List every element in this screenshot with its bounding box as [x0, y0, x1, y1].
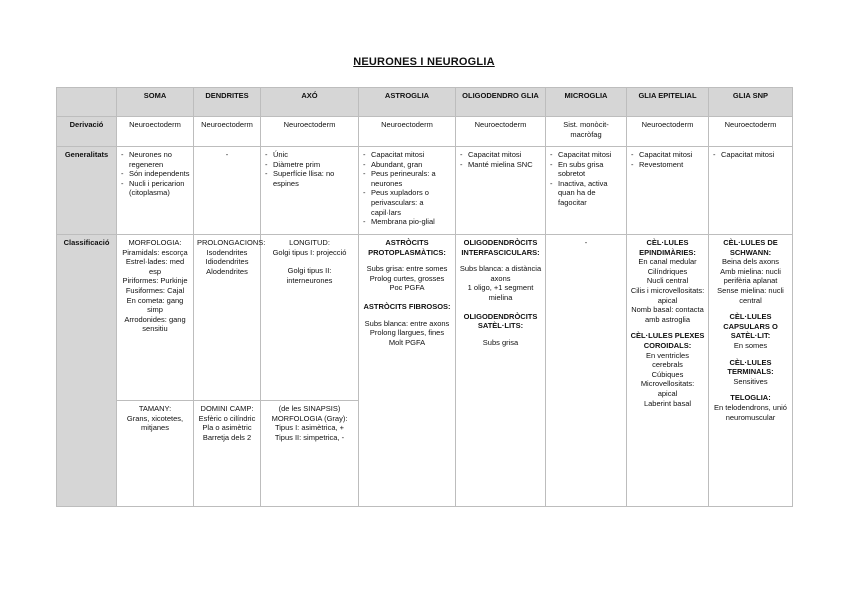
- header-corner: [57, 88, 117, 117]
- text-line: Estrel·lades: med esp: [125, 257, 185, 276]
- cell-generalitats-axo: [261, 147, 359, 235]
- cell-generalitats-astroglia: [359, 147, 456, 235]
- cell-classif-microglia: -: [546, 235, 627, 507]
- cell-classif-glia-epitelial: [627, 235, 709, 507]
- list-item: - Abundant, gran: [362, 160, 452, 170]
- text-line: DOMINI CAMP:: [200, 404, 254, 413]
- text-line: Molt PGFA: [388, 337, 426, 347]
- cell-classif-dendrites-domini: [194, 401, 261, 507]
- cell-generalitats-glia-snp: [709, 147, 793, 235]
- row-header-generalitats: Generalitats: [57, 147, 117, 235]
- text-line: MORFOLOGIA (Gray):: [271, 413, 348, 423]
- col-header-oligodendroglia: OLIGODENDRO GLIA: [456, 88, 546, 117]
- text-line: Alodendrites: [206, 266, 248, 276]
- cell-generalitats-glia-epitelial: [627, 147, 709, 235]
- text-line: Prolong llargues, fines: [369, 328, 445, 338]
- spacer: [712, 351, 789, 358]
- subheading: OLIGODENDRÒCITS SATÈL·LITS:: [463, 311, 538, 331]
- list-item: - Neurones no regeneren: [120, 150, 190, 169]
- text-line: Subs grisa: entre somes: [366, 264, 448, 274]
- text-line: Barretja dels 2: [202, 432, 252, 442]
- cell-derivacio-microglia: Sist. monòcit-macròfag: [546, 117, 627, 147]
- subheading: CÈL·LULES EPINDIMÀRIES:: [639, 238, 696, 257]
- text-line: Subs grisa: [482, 337, 519, 347]
- list-item: - En subs grisa sobretot: [549, 160, 623, 179]
- list-item: - Únic: [264, 150, 355, 160]
- subheading: CÈL·LULES CAPSULARS O SATÈL·LIT:: [723, 312, 778, 341]
- list-item: - Inactiva, activa quan ha de fagocitar: [549, 179, 623, 208]
- list-item: - Superfície llisa: no espines: [264, 169, 355, 188]
- col-header-soma: SOMA: [117, 88, 194, 117]
- text-line: Pla o asimètric: [202, 423, 252, 433]
- spacer: [712, 386, 789, 393]
- text-line: En telodendrons, unió neuromuscular: [714, 402, 787, 422]
- cell-classif-dendrites-prolongacions: [194, 235, 266, 401]
- text-line: Tipus II: simpetrica, -: [274, 432, 345, 442]
- page-title: NEURONES I NEUROGLIA: [353, 56, 495, 68]
- text-line: En ventricles cerebrals: [646, 350, 689, 370]
- col-header-astroglia: ASTROGLIA: [359, 88, 456, 117]
- text-line: TAMANY:: [138, 404, 172, 413]
- list-item: - Diàmetre prim: [264, 160, 355, 170]
- subheading: OLIGODENDRÒCITS INTERFASCICULARS:: [461, 238, 540, 257]
- text-line: Beina dels axons: [721, 257, 780, 267]
- col-header-glia-epitelial: GLIA EPITELIAL: [627, 88, 709, 117]
- text-line: 1 oligo, +1 segment mielina: [467, 283, 534, 302]
- col-header-dendrites: DENDRITES: [194, 88, 261, 117]
- list-item: - Capacitat mitosi: [362, 150, 452, 160]
- text-line: Microvellositats: apical: [640, 379, 695, 398]
- text-line: En cometa: gang simp: [126, 295, 184, 315]
- spacer: [362, 293, 452, 302]
- cell-classif-axo-longitud: [261, 235, 359, 401]
- text-line: PROLONGACIONS:: [197, 238, 266, 247]
- cell-derivacio-soma: Neuroectoderm: [117, 117, 194, 147]
- text-line: Cilíndriques: [647, 266, 688, 276]
- list-item: - Capacitat mitosi: [712, 150, 789, 160]
- text-line: Golgi tipus I: projecció: [272, 247, 347, 257]
- cell-derivacio-glia-snp: Neuroectoderm: [709, 117, 793, 147]
- text-line: Subs blanca: entre axons: [364, 318, 450, 328]
- spacer: [459, 331, 542, 338]
- row-generalitats: [57, 147, 793, 235]
- spacer: [459, 303, 542, 312]
- neuroglia-table: [56, 87, 793, 507]
- row-header-classificacio: Classificació: [57, 235, 117, 507]
- text-line: Golgi tipus II: interneurones: [286, 266, 333, 285]
- text-line: Subs blanca: a distància axons: [459, 264, 542, 283]
- subheading: TELOGLIA:: [730, 393, 771, 403]
- cell-classif-axo-sinapsis: [261, 401, 359, 507]
- row-classificacio-top: [57, 235, 793, 401]
- text-line: Isodendrites: [206, 247, 248, 257]
- subheading: CÈL·LULES PLEXES COROIDALS:: [630, 331, 705, 350]
- list-item: - Nucli i pericarion (citoplasma): [120, 179, 190, 198]
- text-line: MORFOLOGIA:: [128, 238, 182, 247]
- cell-generalitats-microglia: [546, 147, 627, 235]
- col-header-microglia: MICROGLIA: [546, 88, 627, 117]
- text-line: Nomb basal: contacta amb astroglia: [631, 305, 704, 324]
- cell-classif-soma-morfologia: [117, 235, 194, 401]
- text-line: Amb mielina: nucli perifèria aplanat: [720, 266, 781, 286]
- list-item: - Membrana pio-glial: [362, 217, 452, 227]
- text-line: Sensitives: [733, 376, 768, 386]
- text-line: Poc PGFA: [389, 283, 425, 293]
- list-item: - Peus perineurals: a neurones: [362, 169, 452, 188]
- spacer: [362, 312, 452, 319]
- col-header-glia-snp: GLIA SNP: [709, 88, 793, 117]
- list-item: - Revestoment: [630, 160, 705, 170]
- row-header-derivacio: Derivació: [57, 117, 117, 147]
- list-item: - Capacitat mitosi: [549, 150, 623, 160]
- subheading: ASTRÒCITS PROTOPLASMÀTICS:: [368, 238, 446, 257]
- col-header-axo: AXÓ: [261, 88, 359, 117]
- cell-classif-glia-snp: [709, 235, 793, 507]
- text-line: Prolog curtes, grosses: [369, 273, 445, 283]
- cell-generalitats-dendrites: -: [194, 147, 261, 235]
- cell-classif-oligodendroglia: [456, 235, 546, 507]
- cell-derivacio-oligodendroglia: Neuroectoderm: [456, 117, 546, 147]
- cell-derivacio-dendrites: Neuroectoderm: [194, 117, 261, 147]
- list-item: - Manté mielina SNC: [459, 160, 542, 170]
- text-line: Tipus I: asimètrica, +: [274, 423, 345, 433]
- cell-classif-astroglia: [359, 235, 456, 507]
- text-line: Piriformes: Purkinje: [122, 276, 188, 286]
- text-line: Cilis i microvellositats: apical: [630, 285, 705, 305]
- cell-derivacio-axo: Neuroectoderm: [261, 117, 359, 147]
- cell-derivacio-glia-epitelial: Neuroectoderm: [627, 117, 709, 147]
- cell-generalitats-soma: [117, 147, 194, 235]
- text-line: Arrodonides: gang sensitiu: [124, 314, 186, 334]
- list-item: - Peus xupladors o perivasculars: a capil·lars: [362, 188, 452, 217]
- text-line: Sense mielina: nucli central: [717, 285, 784, 305]
- text-line: Idiodendrites: [205, 257, 249, 267]
- spacer: [459, 257, 542, 264]
- text-line: Nucli central: [646, 276, 689, 286]
- text-line: Cúbiques: [651, 369, 684, 379]
- spacer: [362, 257, 452, 264]
- list-item: - Són independents: [120, 169, 190, 179]
- text-line: LONGITUD:: [289, 238, 330, 247]
- spacer: [630, 324, 705, 331]
- cell-generalitats-oligodendroglia: [456, 147, 546, 235]
- text-line: Piramidals: escorça: [122, 247, 188, 257]
- text-line: Fusiformes: Cajal: [125, 285, 185, 295]
- header-row: [57, 88, 793, 117]
- cell-classif-soma-tamany: [117, 401, 194, 507]
- text-line: (de les SINAPSIS): [278, 404, 341, 413]
- text-line: En canal medular: [638, 257, 697, 267]
- cell-derivacio-astroglia: Neuroectoderm: [359, 117, 456, 147]
- spacer: [712, 305, 789, 312]
- text-line: Grans, xicotetes, mitjanes: [126, 413, 184, 433]
- text-line: En somes: [733, 340, 768, 350]
- spacer: [264, 257, 355, 266]
- list-item: - Capacitat mitosi: [459, 150, 542, 160]
- text-line: Laberint basal: [643, 398, 692, 408]
- text-line: Esfèric o cilíndric: [198, 413, 256, 423]
- list-item: - Capacitat mitosi: [630, 150, 705, 160]
- subheading: CÈL·LULES DE SCHWANN:: [723, 238, 778, 257]
- row-derivacio: [57, 117, 793, 147]
- subheading: CÈL·LULES TERMINALS:: [727, 357, 774, 377]
- subheading: ASTRÒCITS FIBROSOS:: [363, 301, 451, 311]
